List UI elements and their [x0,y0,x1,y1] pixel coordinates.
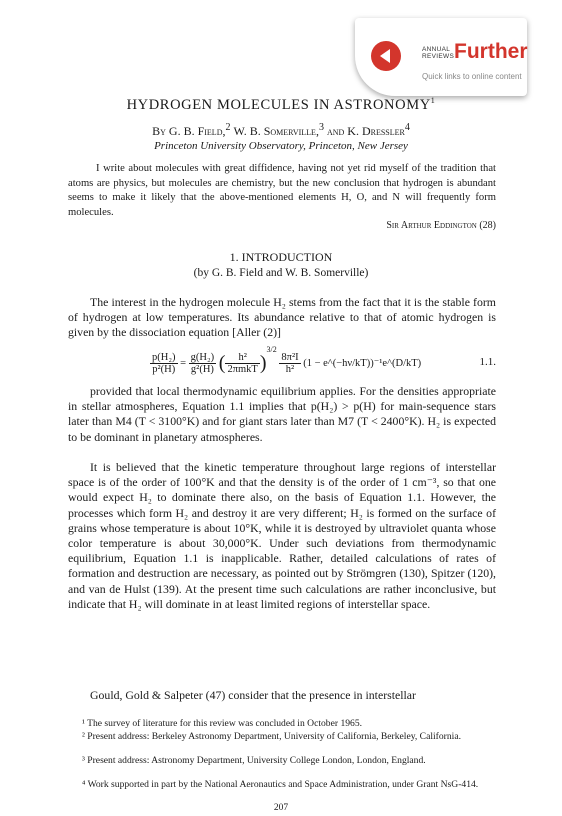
footnote-3: ³ Present address: Astronomy Department, University College London, London, England. [82,755,426,766]
eq-tail: (1 − e^(−hν/kT))⁻¹e^(D/kT) [303,358,422,369]
badge-tagline: Quick links to online content [422,72,522,81]
footnote-2: ² Present address: Berkeley Astronomy Department, University of California, Berkeley, California. [82,731,461,742]
further-label: Further [454,40,528,63]
annual-reviews-logo: ANNUAL REVIEWS [422,46,455,60]
paragraph-2: provided that local thermodynamic equilibrium applies. For the densities appropriate in stellar atmospheres, Equation 1.1 implies that p(H₂) > p(H) for main-sequence stars later than M4 (T < 3100°K) and for giant stars later than M7 (T < 2400°K). H₂ is expected to be dominant in planetary atmospheres. [68,384,496,444]
eq-h-fraction: $\frac{\text{h²}}{\text{2πmkT}}$ [227,352,258,376]
paragraph-1: The interest in the hydrogen molecule H₂ stems from the fact that it is the stable form of hydrogen at low temperatures. Its abundance relative to that of atomic hydrogen is given by the dissociation equation [Aller (2)] [68,295,496,340]
eq-i-fraction: $\frac{\text{8π²I}}{\text{h²}}$ [281,352,299,376]
eq-g-fraction: $\frac{\text{g(H₂)}}{\text{g²(H)}}$ [190,352,215,376]
equation-number: 1.1. [479,356,496,368]
eq-lhs-fraction: $\frac{\text{p(H₂)}}{\text{p²(H)}}$ [152,352,176,376]
section-heading: 1. INTRODUCTION [229,250,333,264]
author-line: By G. B. Field,$^2$ W. B. Somerville,$^3$ and K. Dressler$^4$ [152,122,410,138]
equation-1-1: $\frac{\text{p(H₂)}}{\text{p²(H)}}$ = $\frac{\text{g(H₂)}}{\text{g²(H)}}$ ( $\frac{\text{h²}}{\text{2πmkT}}$ )$^{3/2}$ $\frac{\text{8π²I}}{\text{h²}}$ (1 − e^(−hν/kT))⁻¹e^(D/kT) [152,345,422,376]
play-back-icon [371,41,401,71]
epigraph-attribution: Sir Arthur Eddington (28) [386,220,496,231]
affiliation: Princeton University Observatory, Princeton, New Jersey [154,140,408,152]
section-subheading: (by G. B. Field and W. B. Somerville) [193,267,369,279]
article-title: HYDROGEN MOLECULES IN ASTRONOMY$^1$ [126,96,436,113]
page-number: 207 [273,803,289,813]
epigraph-text: I write about molecules with great diffidence, having not yet rid myself of the tradition that atoms are physics, but molecules are chemistry, but the new conclusion that hydrogen is abundant seems to make it likely that the above-mentioned elements H, O, and N will frequently form molecules. [68,163,496,218]
paragraph-3: It is believed that the kinetic temperature throughout large regions of interstellar space is of the order of 100°K and that the density is of the order of 1 cm⁻³, so that one would expect H₂ to dominate there also, on the basis of Equation 1.1. However, the processes which form H₂ and destroy it are very different; H₂ is formed on the surface of grains whose temperature is about 10°K, while it is destroyed by ultraviolet quanta whose color temperature is about 30,000°K. Under such deviations from thermodynamic equilibrium, Equation 1.1 is inapplicable. Rather, detailed calculations of rates of formation and destruction are necessary, as pointed out by Strömgren (130), Spitzer (120), and van de Hulst (139). At the present time such calculations are rather inconclusive, but indicate that H₂ will dominate in at least limited regions of interstellar space. [68,460,496,611]
further-badge[interactable] [355,18,527,96]
footnote-1: ¹ The survey of literature for this review was concluded in October 1965. [82,718,363,729]
paragraph-4: Gould, Gold & Salpeter (47) consider that the presence in interstellar [90,688,416,702]
footnote-4: ⁴ Work supported in part by the National Aeronautics and Space Administration, under Grant NsG-414. [82,779,479,790]
